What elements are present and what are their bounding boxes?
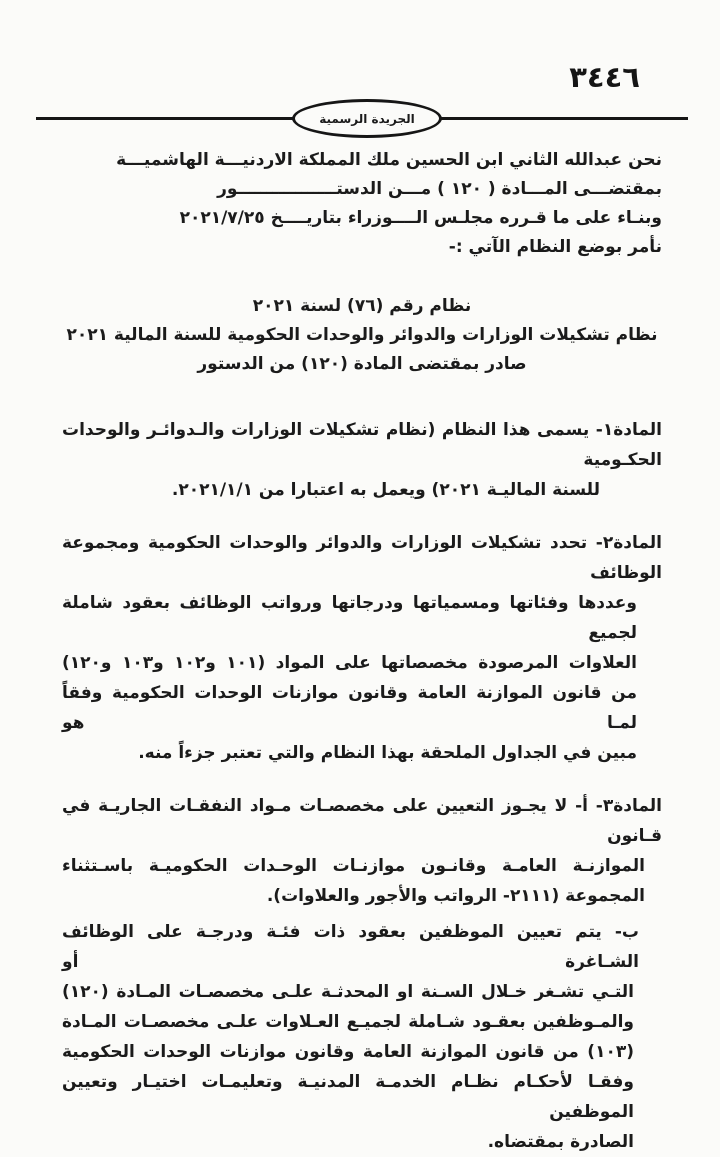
- article-3-line: المادة٣- أ- لا يجـوز التعيين على مخصصـات مـواد النفقـات الجاريـة في قـانون: [62, 796, 662, 846]
- regulation-title: [62, 292, 662, 379]
- article-1: [62, 415, 662, 505]
- preamble-line: نحن عبدالله الثاني ابن الحسين ملك المملكة الاردنيـــة الهاشميـــة: [116, 150, 662, 170]
- articles: [62, 415, 662, 1157]
- article-3: [62, 791, 662, 1157]
- article-3-line: (١٠٣) من قانون الموازنة العامة وقانون موازنات الوحدات الحكومية: [62, 1042, 634, 1062]
- article-2-line: من قانون الموازنة العامة وقانون موازنات الوحدات الحكومية وفقاً لمـا هو: [62, 683, 637, 733]
- title-line: نظام رقم (٧٦) لسنة ٢٠٢١: [252, 296, 472, 316]
- article-2: [62, 528, 662, 768]
- page-number: ٣٤٤٦: [569, 60, 640, 94]
- gazette-badge: [292, 99, 442, 138]
- article-2-line: العلاوات المرصودة مخصصاتها على المواد (١٠١ و١٠٢ و١٠٣ و١٢٠): [62, 653, 637, 673]
- article-3-line: الموازنـة العامـة وقانـون موازنـات الوحـدات الحكوميـة باسـتثناء: [62, 856, 645, 876]
- preamble-line: نأمر بوضع النظام الآتي :-: [448, 237, 662, 257]
- article-2-line: وعددها وفئاتها ومسمياتها ودرجاتها ورواتب الوظائف بعقود شاملة لجميع: [62, 593, 637, 643]
- royal-preamble: [62, 146, 662, 262]
- preamble-line: بمقتضـــى المـــادة ( ١٢٠ ) مـــن الدستـــــــــــــــــور: [217, 179, 662, 199]
- article-3-line: المجموعة (٢١١١- الرواتب والأجور والعلاوات).: [266, 886, 645, 906]
- article-3-line: وفقـا لأحكـام نظـام الخدمـة المدنيـة وتعليمـات اختيـار وتعيين الموظفين: [62, 1072, 634, 1122]
- preamble-line: وبنـاء على ما قـرره مجلـس الــــوزراء بتاريــــخ ٢٠٢١/٧/٢٥: [179, 208, 662, 228]
- title-line: نظام تشكيلات الوزارات والدوائر والوحدات الحكومية للسنة المالية ٢٠٢١: [66, 325, 658, 345]
- article-2-line: المادة٢- تحدد تشكيلات الوزارات والدوائر والوحدات الحكومية ومجموعة الوظائف: [62, 533, 662, 583]
- article-2-line: مبين في الجداول الملحقة بهذا النظام والتي تعتبر جزءاً منه.: [138, 743, 637, 763]
- article-3-line: التـي تشـغر خـلال السـنة او المحدثـة علـى مخصصـات المـادة (١٢٠): [62, 982, 634, 1002]
- document-body: [62, 146, 662, 1157]
- article-3-line: والمـوظفين بعقـود شـاملة لجميـع العـلاوات علـى مخصصـات المـادة: [62, 1012, 634, 1032]
- article-1-line: للسنة الماليـة ٢٠٢١) ويعمل به اعتبارا من ٢٠٢١/١/١.: [171, 480, 600, 500]
- gazette-badge-label: الجريدة الرسمية: [319, 111, 415, 126]
- article-3-line: الصادرة بمقتضاه.: [487, 1132, 634, 1152]
- article-1-line: المادة١- يسمى هذا النظام (نظام تشكيلات الوزارات والـدوائـر والوحدات الحكـومية: [62, 420, 662, 470]
- title-line: صادر بمقتضى المادة (١٢٠) من الدستور: [197, 354, 527, 374]
- article-3-line: ب- يتم تعيين الموظفين بعقود ذات فئـة ودرجـة على الوظائف الشـاغرة أو: [62, 922, 639, 972]
